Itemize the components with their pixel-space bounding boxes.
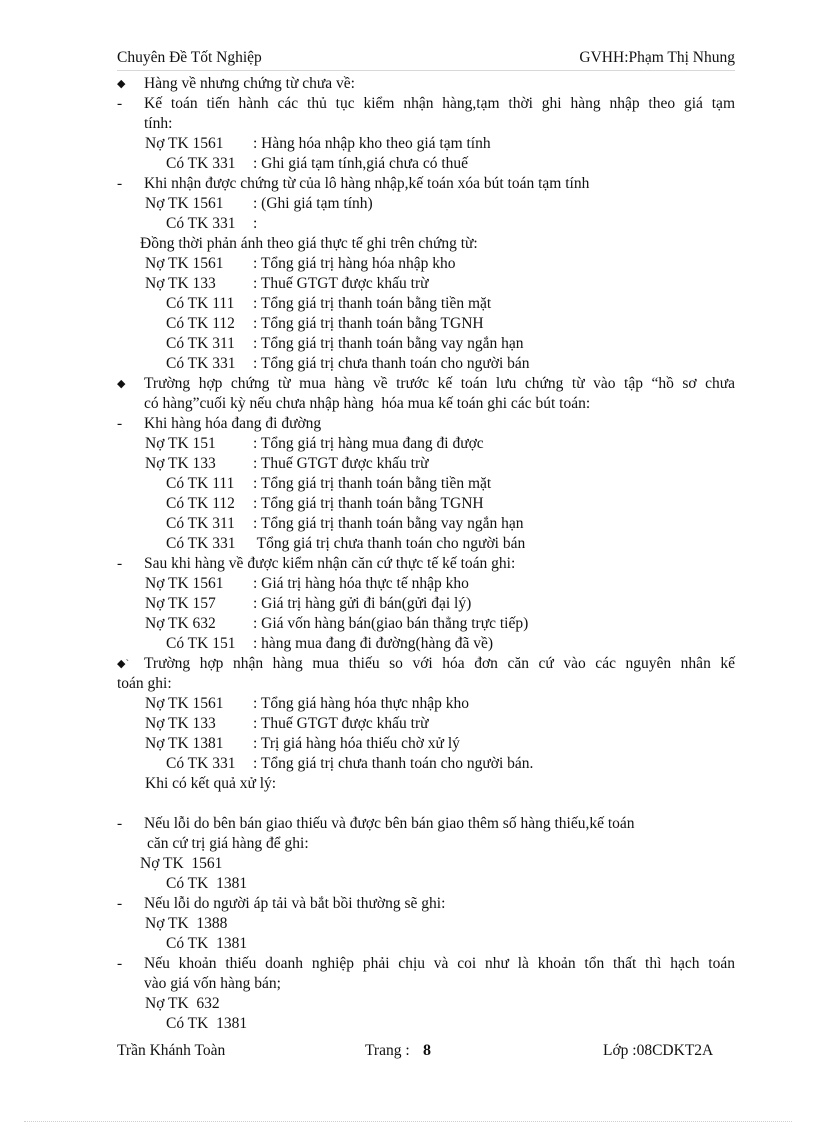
- account-description: : Tổng giá trị hàng hóa nhập kho: [253, 255, 456, 272]
- account-code: Nợ TK 133: [145, 275, 216, 292]
- journal-entry: [0, 474, 816, 494]
- account-description: : Giá vốn hàng bán(giao bán thẳng trực tiếp): [253, 615, 529, 632]
- dash-marker: -: [117, 955, 123, 972]
- diamond-bullet-icon: ◆`: [117, 658, 130, 670]
- text-line: [0, 814, 816, 834]
- journal-entry: [0, 214, 816, 234]
- paragraph-text: Đồng thời phản ánh theo giá thực tế ghi trên chứng từ:: [140, 235, 478, 252]
- account-code: Nợ TK 632: [145, 615, 216, 632]
- continuation-text: có hàng”cuối kỳ nếu chưa nhập hàng hóa mua kế toán ghi các bút toán:: [144, 395, 591, 412]
- journal-entry: [0, 734, 816, 754]
- journal-entry: [0, 194, 816, 214]
- dash-item-text: Nếu lỗi do bên bán giao thiếu và được bên bán giao thêm số hàng thiếu,kế toán: [144, 815, 635, 832]
- account-code: Có TK 112: [166, 315, 235, 332]
- paragraph-text: Khi có kết quả xử lý:: [145, 775, 277, 792]
- account-description: : Tổng giá trị thanh toán bằng tiền mặt: [253, 295, 492, 312]
- dash-item-text: Nếu lỗi do người áp tải và bắt bồi thường sẽ ghi:: [144, 895, 446, 912]
- text-line: [0, 934, 816, 954]
- journal-entry: [0, 534, 816, 554]
- journal-entry: [0, 634, 816, 654]
- account-description: : Giá trị hàng hóa thực tế nhập kho: [253, 575, 469, 592]
- dash-marker: -: [117, 815, 123, 832]
- text-line: [0, 674, 816, 694]
- diamond-bullet-icon: ◆: [117, 78, 126, 90]
- paragraph-text: Nợ TK 1561: [140, 855, 223, 872]
- footer-page-label: Trang :: [365, 1042, 410, 1059]
- account-description: : Ghi giá tạm tính,giá chưa có thuế: [253, 155, 469, 172]
- paragraph-text: toán ghi:: [117, 675, 172, 692]
- account-description: : Tổng giá trị thanh toán bằng TGNH: [253, 495, 484, 512]
- paragraph-text: căn cứ trị giá hàng để ghi:: [147, 835, 309, 852]
- dash-marker: -: [117, 555, 123, 572]
- account-description: : Thuế GTGT được khấu trừ: [253, 715, 429, 732]
- account-code: Nợ TK 157: [145, 595, 216, 612]
- account-code: Nợ TK 1561: [145, 135, 224, 152]
- account-description: Tổng giá trị chưa thanh toán cho người bán: [253, 535, 526, 552]
- account-code: Nợ TK 133: [145, 455, 216, 472]
- text-line: [0, 654, 816, 674]
- account-code: Nợ TK 1561: [145, 255, 224, 272]
- account-description: : Tổng giá trị thanh toán bằng TGNH: [253, 315, 484, 332]
- text-line: [0, 854, 816, 874]
- dash-item-text: Khi nhận được chứng từ của lô hàng nhập,kế toán xóa bút toán tạm tính: [144, 175, 590, 192]
- account-code: Nợ TK 151: [145, 435, 216, 452]
- account-code: Có TK 331: [166, 355, 236, 372]
- dash-marker: -: [117, 95, 123, 112]
- text-line: [0, 114, 816, 134]
- account-code: Nợ TK 1561: [145, 695, 224, 712]
- journal-entry: [0, 494, 816, 514]
- account-code: Nợ TK 1561: [145, 575, 224, 592]
- journal-entry: [0, 354, 816, 374]
- continuation-text: tính:: [144, 115, 173, 132]
- account-code: Có TK 331: [166, 155, 236, 172]
- continuation-text: vào giá vốn hàng bán;: [144, 975, 281, 992]
- dash-marker: -: [117, 415, 123, 432]
- text-line: [0, 874, 816, 894]
- journal-entry: [0, 274, 816, 294]
- journal-entry: [0, 594, 816, 614]
- paragraph-text: Nợ TK 1388: [145, 915, 228, 932]
- account-code: Có TK 111: [166, 475, 235, 492]
- text-line: [0, 414, 816, 434]
- footer-class: Lớp :08CDKT2A: [603, 1042, 714, 1059]
- diamond-bullet-icon: ◆: [117, 378, 126, 390]
- journal-entry: [0, 754, 816, 774]
- account-description: : (Ghi giá tạm tính): [253, 195, 373, 212]
- journal-entry: [0, 134, 816, 154]
- account-code: Có TK 151: [166, 635, 236, 652]
- paragraph-text: Nợ TK 632: [145, 995, 220, 1012]
- text-line: [0, 914, 816, 934]
- account-description: : Trị giá hàng hóa thiếu chờ xử lý: [253, 735, 460, 752]
- text-line: [0, 74, 816, 94]
- paragraph-text: Có TK 1381: [166, 935, 248, 952]
- journal-entry: [0, 694, 816, 714]
- account-description: : Tổng giá trị thanh toán bằng vay ngắn hạn: [253, 335, 524, 352]
- paragraph-text: Có TK 1381: [166, 875, 248, 892]
- account-code: Nợ TK 1561: [145, 195, 224, 212]
- text-line: [0, 894, 816, 914]
- text-line: [0, 834, 816, 854]
- journal-entry: [0, 254, 816, 274]
- account-code: Có TK 112: [166, 495, 235, 512]
- blank-line: [0, 794, 816, 814]
- journal-entry: [0, 454, 816, 474]
- account-description: : Tổng giá hàng hóa thực nhập kho: [253, 695, 470, 712]
- text-line: [0, 394, 816, 414]
- journal-entry: [0, 294, 816, 314]
- bullet-text: Trường hợp chứng từ mua hàng về trước kế toán lưu chứng từ vào tập “hồ sơ chưa: [144, 375, 735, 392]
- text-line: [0, 374, 816, 394]
- text-line: [0, 954, 816, 974]
- journal-entry: [0, 614, 816, 634]
- text-line: [0, 974, 816, 994]
- text-line: [0, 174, 816, 194]
- account-code: Có TK 311: [166, 335, 235, 352]
- text-line: [0, 994, 816, 1014]
- account-description: : Giá trị hàng gửi đi bán(gửi đại lý): [253, 595, 472, 612]
- bullet-text: Trường hợp nhận hàng mua thiếu so với hóa đơn căn cứ vào các nguyên nhân kế: [144, 655, 735, 672]
- header-instructor: GVHH:Phạm Thị Nhung: [579, 49, 735, 66]
- account-description: : Tổng giá trị chưa thanh toán cho người bán.: [253, 755, 534, 772]
- header-divider: [117, 70, 735, 71]
- journal-entry: [0, 434, 816, 454]
- journal-entry: [0, 334, 816, 354]
- journal-entry: [0, 154, 816, 174]
- account-code: Có TK 331: [166, 215, 236, 232]
- account-description: : Thuế GTGT được khấu trừ: [253, 455, 429, 472]
- account-description: : Thuế GTGT được khấu trừ: [253, 275, 429, 292]
- journal-entry: [0, 314, 816, 334]
- account-description: : hàng mua đang đi đường(hàng đã về): [253, 635, 493, 652]
- text-line: [0, 94, 816, 114]
- journal-entry: [0, 514, 816, 534]
- account-code: Nợ TK 133: [145, 715, 216, 732]
- dash-item-text: Sau khi hàng về được kiểm nhận căn cứ thực tế kế toán ghi:: [144, 555, 516, 572]
- dash-marker: -: [117, 175, 123, 192]
- dash-item-text: Khi hàng hóa đang đi đường: [144, 415, 322, 432]
- account-code: Có TK 331: [166, 535, 236, 552]
- journal-entry: [0, 714, 816, 734]
- account-description: :: [253, 215, 258, 232]
- journal-entry: [0, 574, 816, 594]
- header-title: Chuyên Đề Tốt Nghiệp: [117, 49, 262, 66]
- page-header: [117, 47, 735, 69]
- text-line: [0, 234, 816, 254]
- account-description: : Tổng giá trị thanh toán bằng vay ngắn hạn: [253, 515, 524, 532]
- account-description: : Tổng giá trị hàng mua đang đi được: [253, 435, 484, 452]
- dash-marker: -: [117, 895, 123, 912]
- text-line: [0, 1014, 816, 1034]
- account-code: Có TK 331: [166, 755, 236, 772]
- account-description: : Tổng giá trị chưa thanh toán cho người bán: [253, 355, 530, 372]
- account-code: Có TK 311: [166, 515, 235, 532]
- text-line: [0, 774, 816, 794]
- account-code: Nợ TK 1381: [145, 735, 224, 752]
- account-description: : Tổng giá trị thanh toán bằng tiền mặt: [253, 475, 492, 492]
- bullet-text: Hàng về nhưng chứng từ chưa về:: [144, 75, 355, 92]
- dash-item-text: Nếu khoản thiếu doanh nghiệp phải chịu và coi như là khoản tổn thất thì hạch toán: [144, 955, 735, 972]
- account-code: Có TK 111: [166, 295, 235, 312]
- page-bottom-border: [24, 1121, 792, 1122]
- document-body: [0, 74, 816, 1034]
- footer-author: Trần Khánh Toàn: [117, 1042, 226, 1059]
- dash-item-text: Kế toán tiến hành các thủ tục kiểm nhận hàng,tạm thời ghi hàng nhập theo giá tạm: [144, 95, 735, 112]
- text-line: [0, 554, 816, 574]
- paragraph-text: Có TK 1381: [166, 1015, 248, 1032]
- account-description: : Hàng hóa nhập kho theo giá tạm tính: [253, 135, 491, 152]
- footer-page-number: 8: [423, 1042, 431, 1059]
